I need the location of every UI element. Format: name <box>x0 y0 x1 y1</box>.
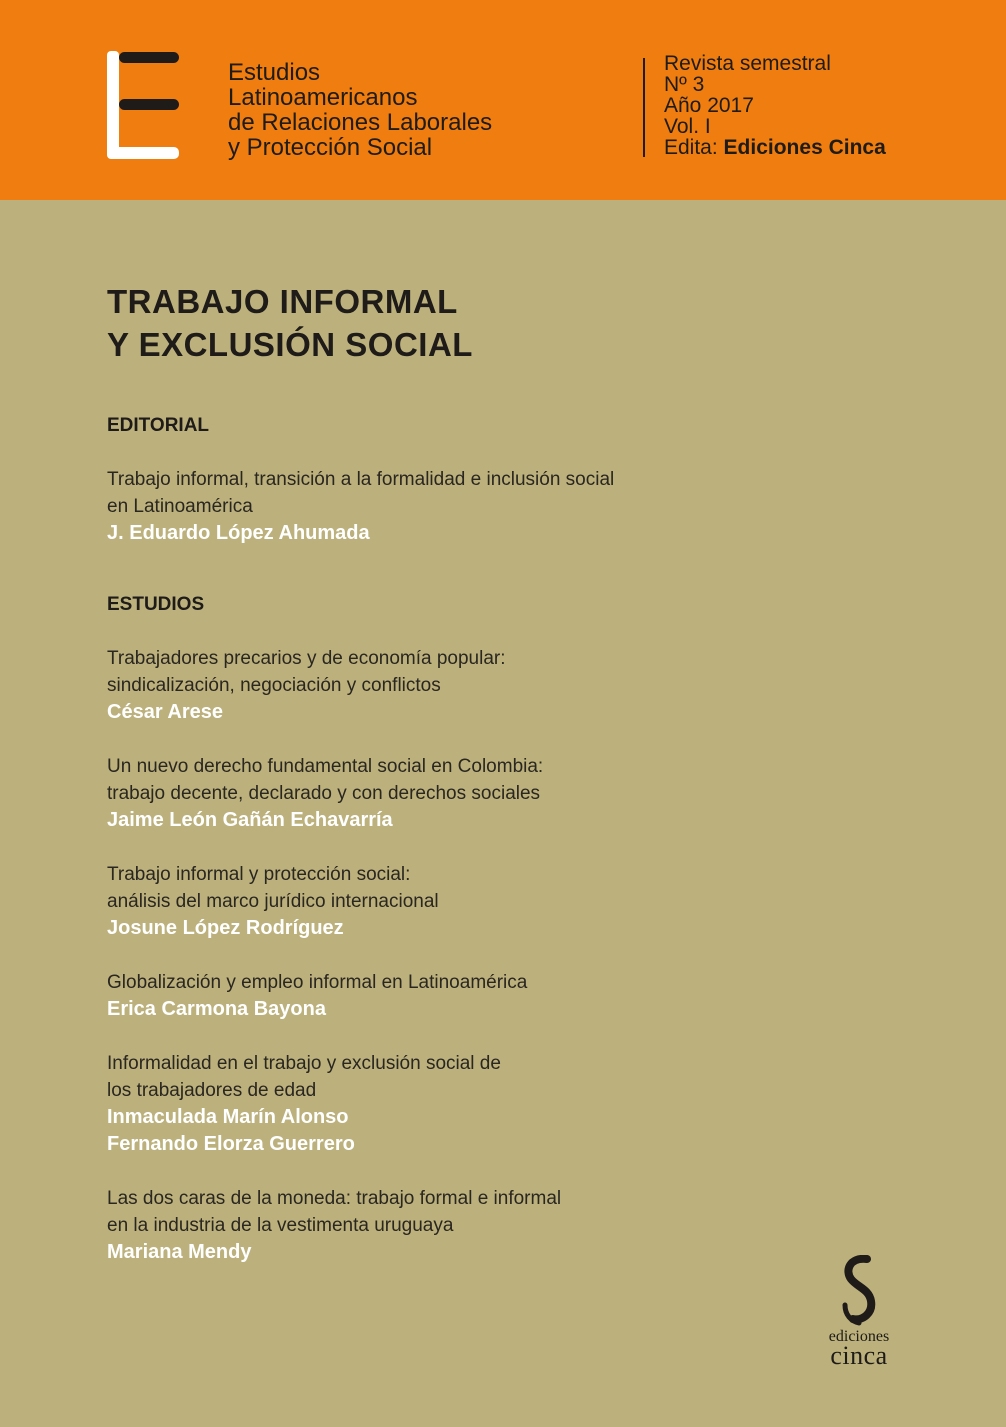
journal-header <box>0 0 1006 200</box>
article-title: en la industria de la vestimenta uruguaya <box>107 1215 454 1236</box>
issue-year: Año 2017 <box>664 94 754 117</box>
issue-meta <box>664 53 886 158</box>
article-title: en Latinoamérica <box>107 496 253 517</box>
journal-e-logo-icon <box>107 51 181 159</box>
article-author: Josune López Rodríguez <box>107 917 344 939</box>
table-of-contents <box>107 413 747 1266</box>
publisher-name: Ediciones Cinca <box>723 136 886 159</box>
issue-volume: Vol. I <box>664 115 711 138</box>
toc-entry <box>107 645 747 726</box>
issue-frequency: Revista semestral <box>664 52 831 75</box>
toc-entry <box>107 466 747 547</box>
publisher-logo-line2: cinca <box>830 1341 888 1370</box>
publisher-prefix: Edita: <box>664 136 724 159</box>
article-title: Trabajo informal, transición a la formalidad e inclusión social <box>107 469 615 490</box>
header-divider <box>643 58 645 157</box>
article-title: Globalización y empleo informal en Latinoamérica <box>107 972 528 993</box>
journal-series-title <box>228 60 492 160</box>
article-title: Informalidad en el trabajo y exclusión social de <box>107 1053 501 1074</box>
toc-entry <box>107 861 747 942</box>
toc-entry <box>107 1185 747 1266</box>
series-title-line: de Relaciones Laborales <box>228 109 493 136</box>
series-title-line: Latinoamericanos <box>228 84 418 111</box>
article-title: Un nuevo derecho fundamental social en Colombia: <box>107 756 544 777</box>
issue-number: Nº 3 <box>664 73 705 96</box>
article-author: Fernando Elorza Guerrero <box>107 1133 355 1155</box>
toc-entry <box>107 969 747 1023</box>
article-title: los trabajadores de edad <box>107 1080 317 1101</box>
publisher-swirl-icon <box>839 1255 879 1327</box>
article-author: Jaime León Gañán Echavarría <box>107 809 393 831</box>
article-title: Trabajadores precarios y de economía popular: <box>107 648 506 669</box>
article-title: análisis del marco jurídico internacional <box>107 891 439 912</box>
series-title-line: y Protección Social <box>228 134 433 161</box>
toc-entry <box>107 1050 747 1158</box>
article-author: Erica Carmona Bayona <box>107 998 326 1020</box>
cover-title-line: TRABAJO INFORMAL <box>107 283 458 320</box>
section-heading-estudios: ESTUDIOS <box>107 594 205 615</box>
article-author: Mariana Mendy <box>107 1241 252 1263</box>
cover-title <box>107 280 473 366</box>
publisher-logo-line1: ediciones <box>828 1328 890 1345</box>
series-title-line: Estudios <box>228 59 321 86</box>
article-title: sindicalización, negociación y conflictos <box>107 675 441 696</box>
toc-entry <box>107 753 747 834</box>
section-heading-editorial: EDITORIAL <box>107 415 210 436</box>
article-author: Inmaculada Marín Alonso <box>107 1106 349 1128</box>
article-title: Trabajo informal y protección social: <box>107 864 411 885</box>
cover-title-line: Y EXCLUSIÓN SOCIAL <box>107 326 473 363</box>
article-title: trabajo decente, declarado y con derechos sociales <box>107 783 541 804</box>
issue-publisher <box>664 137 886 158</box>
article-title: Las dos caras de la moneda: trabajo formal e informal <box>107 1188 562 1209</box>
article-author: J. Eduardo López Ahumada <box>107 522 370 544</box>
article-author: César Arese <box>107 701 224 723</box>
publisher-logo <box>822 1255 896 1370</box>
